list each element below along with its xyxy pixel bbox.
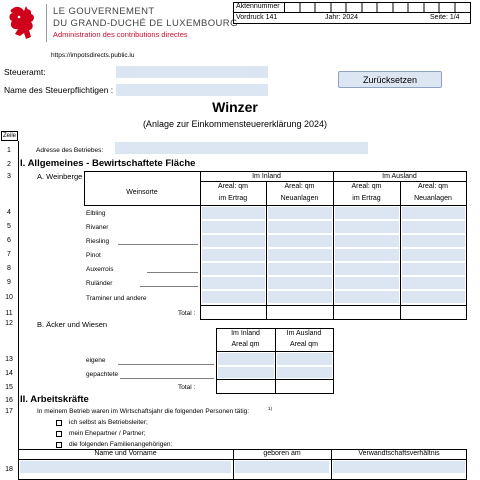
section1-sub-a: A. Weinberge [37,172,83,181]
row-number: 2 [7,161,11,168]
seite-label: Seite: 1/4 [430,14,460,21]
col-im-inland: Im Inland [252,173,281,180]
b-row-eigene: eigene [86,357,106,364]
ausland-neu-pinot[interactable] [402,249,465,261]
inland-ertrag-riesling[interactable] [202,235,265,247]
ausland-ertrag-riesling[interactable] [335,235,399,247]
ausland-ertrag-auxerrois[interactable] [335,263,399,275]
inland-neu-riesling[interactable] [268,235,332,247]
aktennummer-cells[interactable] [284,2,471,12]
option-familienangehoerige: die folgenden Familienangehörigen: [69,441,173,448]
inland-neu-total[interactable] [268,307,332,318]
col-ausland-ertrag-l2: im Ertrag [352,195,381,202]
family-col-name: Name und Vorname [94,450,157,457]
taxpayer-name-label: Name des Steuerpflichtigen : [4,85,114,95]
inland-ertrag-elbling[interactable] [202,207,265,219]
b-col-inland-l1: Im Inland [231,330,260,337]
zeile-column-line [18,141,19,480]
jahr-label: Jahr: 2024 [325,14,359,21]
checkbox-betriebsleiter[interactable] [56,420,62,426]
family-col-geboren: geboren am [263,450,301,457]
row-number: 17 [5,408,13,415]
inland-neu-rulaender[interactable] [268,277,332,289]
inland-ertrag-rivaner[interactable] [202,221,265,233]
ausland-ertrag-traminer[interactable] [335,291,399,303]
variety-label: Ruländer [86,280,113,287]
b-ausland-gepachtete[interactable] [277,367,332,378]
inland-neu-elbling[interactable] [268,207,332,219]
col-weinsorte: Weinsorte [126,189,158,196]
vordruck-label: Vordruck 141 [236,14,278,21]
col-ausland-neu-l1: Areal: qm [418,183,448,190]
col-im-ausland: Im Ausland [382,173,417,180]
b-col-ausland-l2: Areal qm [289,341,318,348]
inland-ertrag-rulaender[interactable] [202,277,265,289]
steueramt-label: Steueramt: [4,67,46,77]
section2-heading: II. Arbeitskräfte [20,394,89,405]
col-ausland-ertrag-l1: Areal: qm [351,183,382,190]
inland-neu-auxerrois[interactable] [268,263,332,275]
row-number: 14 [5,370,13,377]
family-table-header-line [18,459,467,460]
taxpayer-name-field[interactable] [116,84,268,96]
family-verwandt-field[interactable] [333,461,465,473]
col-inland-ertrag-l2: im Ertrag [218,195,248,202]
logo-line1: LE GOUVERNEMENT [53,6,155,17]
section1-heading: I. Allgemeines - Bewirtschaftete Fläche [20,158,196,169]
ausland-neu-elbling[interactable] [402,207,465,219]
ausland-ertrag-rulaender[interactable] [335,277,399,289]
row-number: 11 [5,310,13,317]
b-inland-eigene[interactable] [218,353,274,365]
inland-neu-pinot[interactable] [268,249,332,261]
b-row-gepachtete: gepachtete [86,371,119,378]
total-label: Total : [178,310,196,317]
option-betriebsleiter: ich selbst als Betriebsleiter; [69,419,148,426]
b-col-ausland-l1: Im Ausland [286,330,322,337]
page-subtitle: (Anlage zur Einkommensteuererklärung 2024) [142,119,328,129]
b-inland-gepachtete[interactable] [218,367,274,378]
variety-label: Riesling [86,238,110,245]
inland-ertrag-pinot[interactable] [202,249,265,261]
row-number: 10 [5,294,13,301]
reset-button[interactable]: Zurücksetzen [338,71,442,88]
row-number: 3 [7,173,11,180]
row-number: 6 [7,237,11,244]
steueramt-field[interactable] [116,66,268,78]
page-title: Winzer [212,99,258,115]
inland-neu-rivaner[interactable] [268,221,332,233]
ausland-ertrag-elbling[interactable] [335,207,399,219]
family-geboren-field[interactable] [235,461,329,473]
zeile-label: Zeile [3,133,17,139]
variety-label: Rivaner [86,224,109,231]
logo-line2: DU GRAND-DUCHÉ DE LUXEMBOURG [53,18,238,29]
inland-ertrag-auxerrois[interactable] [202,263,265,275]
row-number: 4 [7,209,11,216]
section2-footnote: 1) [268,406,273,411]
ausland-neu-total[interactable] [402,307,465,318]
option-ehepartner: mein Ehepartner / Partner; [69,430,146,437]
ausland-ertrag-rivaner[interactable] [335,221,399,233]
website-url: https://impotsdirects.public.lu [51,52,135,59]
b-ausland-eigene[interactable] [277,353,332,365]
variety-label: Traminer und andere [86,295,147,302]
variety-label: Elbling [86,210,106,217]
logo-divider [46,4,47,42]
address-label: Adresse des Betriebes: [36,147,104,154]
variety-label: Auxerrois [86,266,114,273]
variety-label: Pinot [86,252,101,259]
b-total-label: Total : [178,384,196,391]
family-col-verwandt: Verwandtschaftsverhältnis [358,450,440,457]
inland-neu-traminer[interactable] [268,291,332,303]
luxembourg-lion-seal [4,3,42,43]
row-number: 12 [5,320,13,327]
ausland-neu-auxerrois[interactable] [402,263,465,275]
col-ausland-neu-l2: Neuanlagen [414,195,452,202]
family-name-field[interactable] [20,461,231,473]
row-number: 16 [5,397,13,404]
ausland-neu-riesling[interactable] [402,235,465,247]
section2-intro: In meinem Betrieb waren im Wirtschaftsjahr die folgenden Personen tätig: [37,408,250,415]
row-number: 5 [7,223,11,230]
address-field[interactable] [115,142,368,154]
aktennummer-label: Aktennummer [236,3,280,10]
ausland-ertrag-total[interactable] [335,307,399,318]
section1-sub-b: B. Äcker und Wiesen [37,320,108,329]
ausland-neu-rulaender[interactable] [402,277,465,289]
inland-ertrag-traminer[interactable] [202,291,265,303]
logo-line3: Administration des contributions directes [53,30,188,39]
row-number: 15 [5,384,13,391]
col-inland-neu-l2: Neuanlagen [280,195,319,202]
ausland-ertrag-pinot[interactable] [335,249,399,261]
col-inland-ertrag-l1: Areal: qm [218,183,248,190]
row-number: 1 [7,147,11,154]
row-number: 9 [7,279,11,286]
row-number: 13 [5,356,13,363]
aktennummer-separator [233,12,471,13]
checkbox-ehepartner[interactable] [56,431,62,437]
ausland-neu-rivaner[interactable] [402,221,465,233]
row-number: 18 [5,466,13,473]
col-inland-neu-l1: Areal: qm [284,183,315,190]
inland-ertrag-total[interactable] [202,307,265,318]
checkbox-familienangehoerige[interactable] [56,442,62,448]
row-number: 8 [7,265,11,272]
b-col-inland-l2: Areal qm [231,341,260,348]
row-number: 7 [7,251,11,258]
ausland-neu-traminer[interactable] [402,291,465,303]
